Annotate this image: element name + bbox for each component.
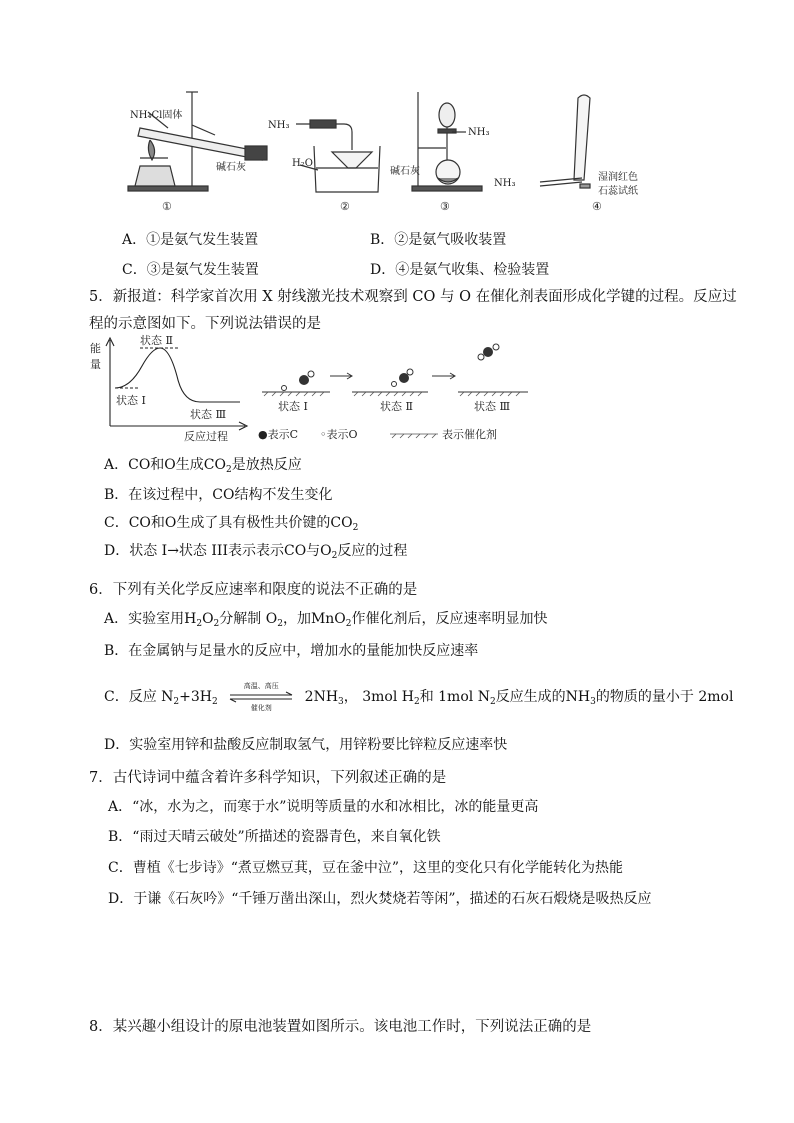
apparatus-number-3: ③: [440, 200, 450, 213]
q6-option-b: B．在金属钠与足量水的反应中，增加水的量能加快反应速率: [104, 643, 479, 659]
q7-option-a: A．“冰，水为之，而寒于水”说明等质量的水和冰相比，冰的能量更高: [108, 799, 539, 815]
q4-option-d: D．④是氨气收集、检验装置: [370, 262, 550, 278]
apparatus-number-1: ①: [162, 200, 172, 213]
apparatus-3: [412, 92, 482, 191]
q4-option-b: B．②是氨气吸收装置: [370, 232, 507, 248]
q4-option-a: A．①是氨气发生装置: [122, 232, 259, 248]
nh3-label-3: NH₃: [468, 127, 490, 138]
panel-state3-label: 状态 Ⅲ: [474, 400, 511, 413]
q5-energy-diagram: [0, 330, 794, 450]
arrow-condition-bottom: 催化剂: [250, 704, 272, 712]
diagram-y-label-2: 量: [90, 358, 101, 371]
q7-stem: 7．古代诗词中蕴含着许多科学知识，下列叙述正确的是: [89, 770, 447, 786]
q6-option-a: A．实验室用$H_2O_2$分解制 $O_2$，加MnO$_2$作催化剂后，反应速率明显加快: [104, 611, 548, 629]
q7-option-b: B．“雨过天晴云破处”所描述的瓷器青色，来自氧化铁: [108, 829, 441, 845]
apparatus-1: [128, 92, 267, 191]
q5-stem-line2: 程的示意图如下。下列说法错误的是: [89, 316, 321, 332]
h2o-label: H₂O: [292, 158, 313, 169]
apparatus-2: [296, 120, 380, 192]
q5-option-b: B．在该过程中，CO结构不发生变化: [104, 487, 333, 503]
reversible-arrow: [228, 682, 294, 712]
q6-option-c: C．反应 $N_2+3H_2$ 高温、高压 催化剂 $2NH_3$， 3mol $H_2$和 1mol $N_2$反应生成的$NH_3$的物质的量小于 2mol: [104, 682, 734, 712]
diagram-y-label-1: 能: [90, 342, 101, 355]
q5-stem-line1: 5．新报道：科学家首次用 X 射线激光技术观察到 CO 与 O 在催化剂表面形成化学键的过程。反应过: [89, 289, 737, 305]
diagram-state3-label: 状态 Ⅲ: [190, 408, 227, 421]
q8-stem: 8．某兴趣小组设计的原电池装置如图所示。该电池工作时，下列说法正确的是: [89, 1019, 592, 1035]
arrow-condition-top: 高温、高压: [243, 682, 279, 690]
q7-option-c: C．曹植《七步诗》“煮豆燃豆萁，豆在釜中泣”，这里的变化只有化学能转化为热能: [108, 860, 624, 876]
apparatus-4: [540, 95, 590, 188]
q5-option-c: C．CO和O生成了具有极性共价键的$CO_2$: [104, 515, 359, 533]
panel-state1-label: 状态 Ⅰ: [278, 400, 308, 413]
litmus-label-line2: 石蕊试纸: [598, 186, 638, 197]
q7-option-d: D．于谦《石灰吟》“千锤万凿出深山，烈火焚烧若等闲”，描述的石灰石煅烧是吸热反应: [108, 891, 652, 907]
q4-option-c: C．③是氨气发生装置: [122, 262, 259, 278]
legend-c: ●表示C: [258, 428, 299, 441]
apparatus-figure: [0, 0, 794, 220]
panel-state2-label: 状态 Ⅱ: [380, 400, 413, 413]
legend-catalyst: 表示催化剂: [442, 428, 497, 441]
apparatus-number-4: ④: [592, 200, 602, 213]
nh3-label-2: NH₃: [268, 120, 290, 131]
diagram-state1-label: 状态 Ⅰ: [116, 394, 146, 407]
soda-lime-label-3: 碱石灰: [390, 166, 420, 177]
soda-lime-label-1: 碱石灰: [216, 162, 246, 173]
nh3-label-4: NH₃: [494, 178, 516, 189]
diagram-state2-label: 状态 Ⅱ: [140, 334, 173, 347]
legend-o: ◦表示O: [320, 428, 358, 441]
q5-option-d: D．状态 I→状态 III表示表示CO与$O_2$反应的过程: [104, 543, 408, 561]
q6-stem: 6．下列有关化学反应速率和限度的说法不正确的是: [89, 582, 418, 598]
q5-option-a: A．CO和O生成$CO_2$是放热反应: [104, 457, 302, 475]
q6-option-d: D．实验室用锌和盐酸反应制取氢气，用锌粉要比锌粒反应速率快: [104, 737, 508, 753]
diagram-x-label: 反应过程: [184, 430, 228, 443]
nh4cl-label: NH₄Cl固体: [130, 110, 183, 121]
apparatus-number-2: ②: [340, 200, 350, 213]
litmus-label-line1: 湿润红色: [598, 172, 638, 183]
